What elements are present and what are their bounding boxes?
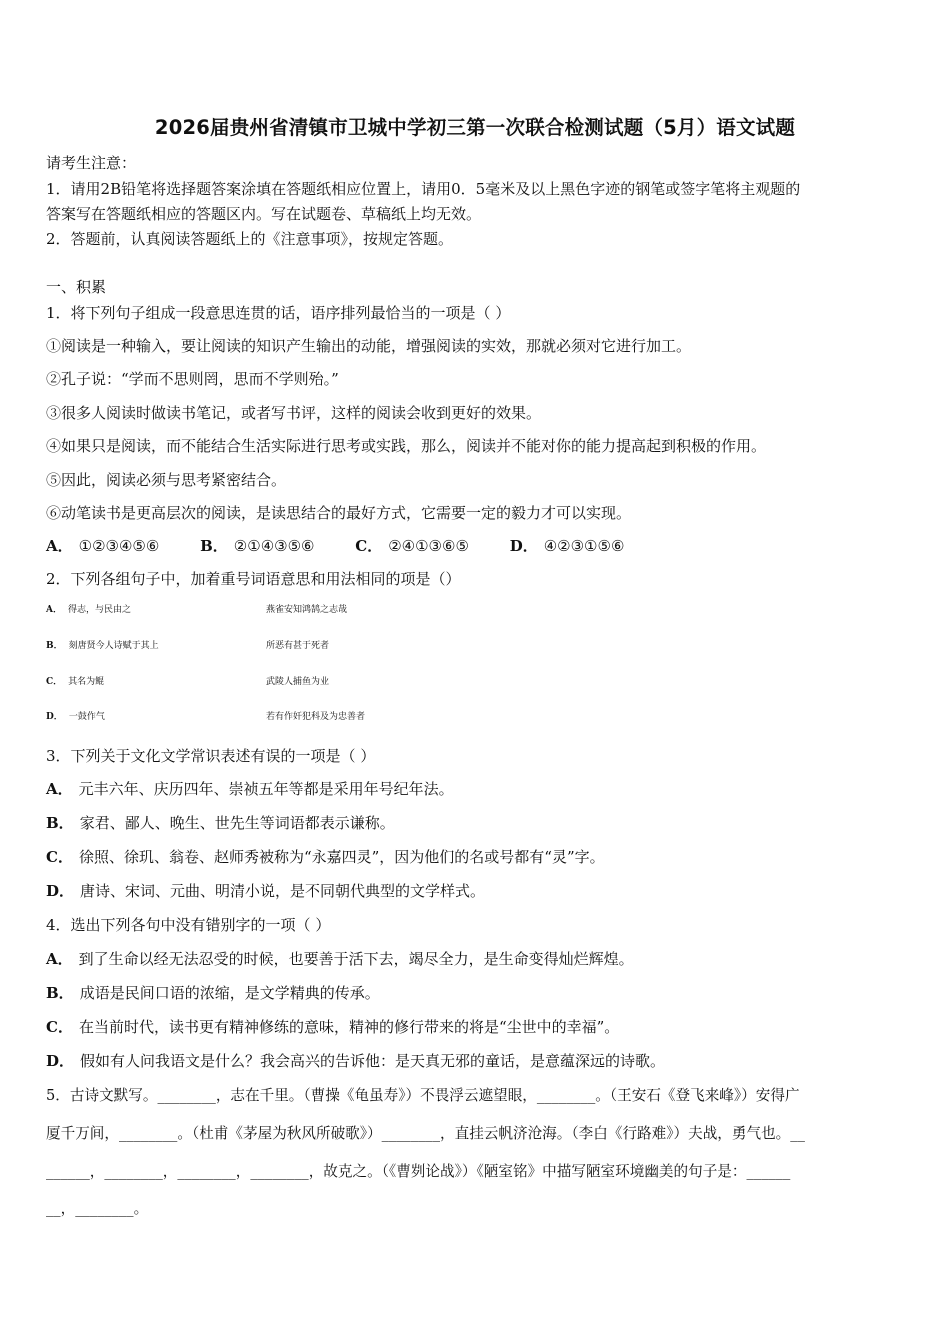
q4-option-c[interactable] [46,1016,619,1037]
q2-row-c[interactable] [46,674,926,687]
option-right-sentence: 若有作奸犯科及为忠善者 [266,712,366,722]
option-right-sentence: 武陵人捕鱼为业 [266,677,330,687]
q3-stem: 3．下列关于文化文学常识表述有误的一项是（ ） [46,747,376,765]
option-text: 家君、鄙人、晚生、世先生等词语都表示谦称。 [79,814,395,832]
q4-option-b[interactable] [46,982,380,1003]
q2-stem: 2．下列各组句子中，加着重号词语意思和用法相同的项是（） [46,570,461,588]
choice-letter: C． [355,537,383,555]
q1-choice-c[interactable] [355,535,469,556]
option-left-sentence: 刻唐贤今人诗赋于其上 [68,641,159,651]
q5-line-2: 厦千万间，________。（杜甫《茅屋为秋风所破歌》）________，直挂云帆济沧海。（李白《行路难》）夫战，勇气也。__ [46,1125,805,1142]
option-letter: A． [46,780,73,798]
option-letter: B． [46,814,74,832]
q1-sentence-5: ⑤因此，阅读必须与思考紧密结合。 [46,471,287,489]
q1-sentence-4: ④如果只是阅读，而不能结合生活实际进行思考或实践，那么，阅读并不能对你的能力提高起到积极的作用。 [46,437,767,455]
notice-item-1-line-1: 1．请用2B铅笔将选择题答案涂填在答题纸相应位置上，请用0．5毫米及以上黑色字迹的钢笔或签字笔将主观题的 [46,180,801,198]
q1-sentence-2: ②孔子说：“学而不思则罔，思而不学则殆。” [46,370,339,388]
page-title: 2026届贵州省清镇市卫城中学初三第一次联合检测试题（5月）语文试题 [154,116,796,139]
choice-text: ②①④③⑤⑥ [233,537,315,555]
choice-text: ①②③④⑤⑥ [78,537,160,555]
choice-text: ②④①③⑥⑤ [388,537,469,555]
q4-option-d[interactable] [46,1050,665,1071]
option-left-sentence: 得志，与民由之 [67,605,131,615]
option-text: 成语是民间口语的浓缩，是文学精典的传承。 [79,984,380,1002]
choice-letter: A． [46,537,73,555]
q1-choice-d[interactable] [510,535,625,556]
option-text: 元丰六年、庆历四年、崇祯五年等都是采用年号纪年法。 [78,780,454,798]
q1-sentence-1: ①阅读是一种输入，要让阅读的知识产生输出的动能，增强阅读的实效，那就必须对它进行加工。 [46,337,692,355]
option-left-sentence: 一鼓作气 [68,712,105,722]
notice-heading: 请考生注意： [46,154,137,172]
option-left-sentence: 其名为鲲 [68,677,105,687]
option-right-sentence: 燕雀安知鸿鹄之志哉 [266,605,348,615]
option-letter: B． [46,984,74,1002]
option-text: 在当前时代，读书更有精神修练的意味，精神的修行带来的将是“尘世中的幸福”。 [78,1018,620,1036]
option-letter: D． [46,712,63,722]
choice-text: ④②③①⑤⑥ [543,537,625,555]
choice-letter: B． [200,537,228,555]
q3-option-a[interactable] [46,778,454,799]
q3-option-b[interactable] [46,812,395,833]
option-letter: D． [46,882,75,900]
q1-stem: 1．将下列句子组成一段意思连贯的话，语序排列最恰当的一项是（ ） [46,304,511,322]
q1-choice-a[interactable] [46,535,159,556]
choice-letter: D． [509,537,538,555]
q1-choices [46,535,660,556]
option-letter: C． [46,848,73,866]
notice-item-2: 2．答题前，认真阅读答题纸上的《注意事项》，按规定答题。 [46,230,454,248]
q2-row-d[interactable] [46,709,926,722]
q2-row-a[interactable] [46,602,926,615]
section-heading: 一、积累 [46,278,107,296]
q4-stem: 4．选出下列各句中没有错别字的一项（ ） [46,916,331,934]
q2-row-b[interactable] [46,638,926,651]
option-text: 到了生命以经无法忍受的时候，也要善于活下去，竭尽全力，是生命变得灿烂辉煌。 [78,950,634,968]
q1-choice-b[interactable] [200,535,314,556]
q5-line-1: 5．古诗文默写。________，志在千里。（曹操《龟虽寿》）不畏浮云遮望眼，________。（王安石《登飞来峰》）安得广 [46,1087,800,1104]
q1-sentence-3: ③很多人阅读时做读书笔记，或者写书评，这样的阅读会收到更好的效果。 [46,404,542,422]
option-letter: B． [46,641,63,651]
option-letter: A． [46,605,62,615]
q5-line-4: __，________。 [46,1200,149,1217]
option-text: 假如有人问我语文是什么？我会高兴的告诉他：是天真无邪的童话，是意蕴深远的诗歌。 [80,1052,666,1070]
option-letter: D． [46,1052,75,1070]
q4-option-a[interactable] [46,948,634,969]
q3-option-d[interactable] [46,880,485,901]
q1-sentence-6: ⑥动笔读书是更高层次的阅读，是读思结合的最好方式，它需要一定的毅力才可以实现。 [46,504,632,522]
q3-option-c[interactable] [46,846,605,867]
option-text: 唐诗、宋词、元曲、明清小说，是不同朝代典型的文学样式。 [80,882,486,900]
option-letter: C． [46,677,63,687]
notice-item-1-line-2: 答案写在答题纸相应的答题区内。写在试题卷、草稿纸上均无效。 [46,205,482,223]
option-letter: C． [46,1018,73,1036]
option-text: 徐照、徐玑、翁卷、赵师秀被称为“永嘉四灵”，因为他们的名或号都有“灵”字。 [78,848,605,866]
option-right-sentence: 所恶有甚于死者 [266,641,330,651]
q5-line-3: ______，________，________，________，故克之。（《曹刿论战》）《陋室铭》中描写陋室环境幽美的句子是：______ [46,1163,791,1180]
option-letter: A． [46,950,73,968]
